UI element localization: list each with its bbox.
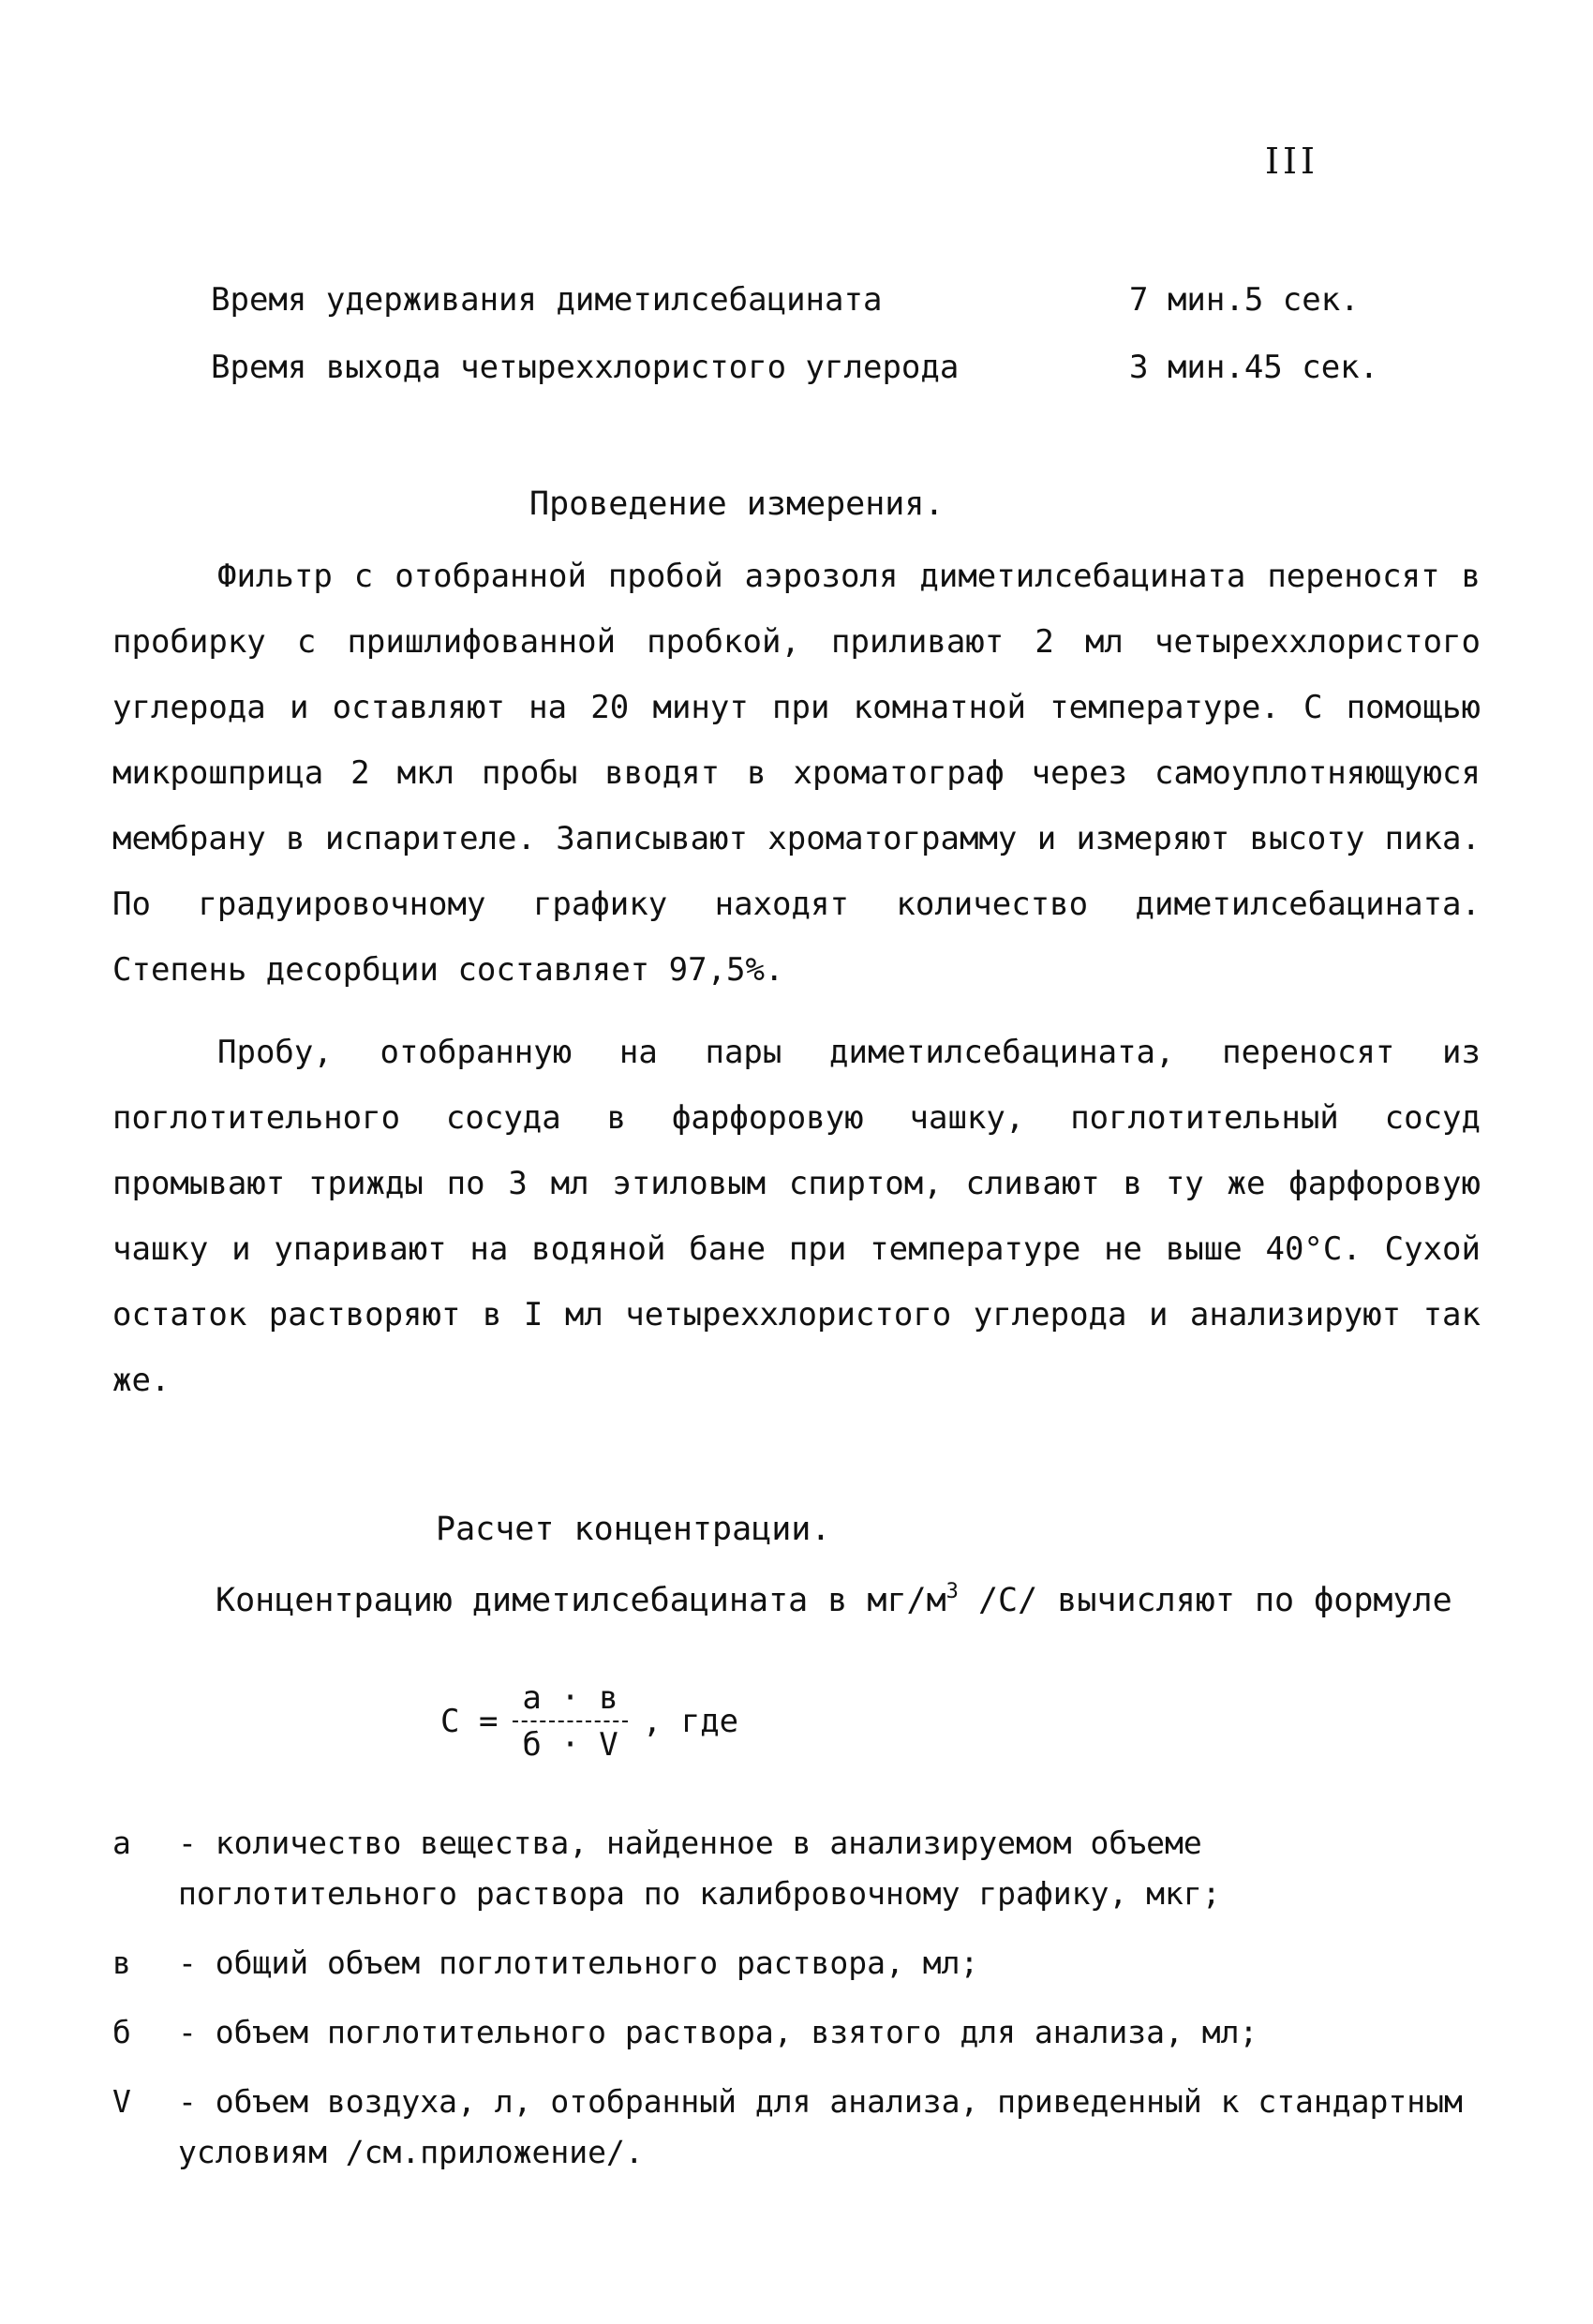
formula-where: , где (642, 1703, 739, 1740)
definition-text: - объем поглотительного раствора, взятого для анализа, мл; (178, 2014, 1258, 2050)
param-label: Время удерживания диметилсебацината (211, 281, 883, 319)
param-value: 3 мин.45 сек. (1129, 349, 1379, 386)
definition-symbol: б (112, 2014, 131, 2050)
formula-denominator: б · V (522, 1726, 618, 1764)
definition-symbol: а (112, 1825, 131, 1861)
definition-symbol: V (112, 2083, 131, 2120)
calc-intro-text: Концентрацию диметилсебацината в мг/м (216, 1582, 946, 1619)
definition-item (112, 2007, 1499, 2058)
definition-text: - общий объем поглотительного раствора, мл; (178, 1944, 979, 1981)
unit-exponent: 3 (945, 1580, 959, 1603)
definition-item (112, 1938, 1499, 1989)
paragraph-vapor-procedure: Пробу, отобранную на пары диметилсебацината, переносят из поглотительного сосуда в фарфоровую чашку, поглотительный сосуд промывают трижды по 3 мл этиловым спиртом, сливают в ту же фарфоровую чашку и упаривают на водяной бане при температуре не выше 40°С. Сухой остаток растворяют в I мл четыреххлористого углерода и анализируют так же. (112, 1034, 1481, 1399)
definition-text: - объем воздуха, л, отобранный для анализа, приведенный к стандартным условиям /см.приложение/. (178, 2083, 1463, 2170)
paragraph-procedure: Фильтр с отобранной пробой аэрозоля диметилсебацината переносят в пробирку с пришлифованной пробкой, приливают 2 мл четыреххлористого углерода и оставляют на 20 минут при комнатной температуре. С помощью микрошприца 2 мкл пробы вводят в хроматограф через самоуплотняющуюся мембрану в испарителе. Записывают хроматограмму и измеряют высоту пика. По градуировочному графику находят количество диметилсебацината. Степень десорбции составляет 97,5%. (112, 558, 1481, 989)
param-value: 7 мин.5 сек. (1129, 281, 1360, 319)
param-row (211, 349, 1429, 386)
definition-text: - количество вещества, найденное в анализируемом объеме поглотительного раствора по калибровочному графику, мкг; (178, 1825, 1221, 1912)
section-heading-measurement: Проведение измерения. (529, 485, 945, 523)
param-label: Время выхода четыреххлористого углерода (211, 349, 960, 386)
section-heading-calculation: Расчет концентрации. (436, 1511, 831, 1548)
definition-item (112, 2077, 1499, 2178)
calc-intro-tail: /С/ вычисляют по формуле (958, 1582, 1452, 1619)
formula-lhs: С = (440, 1703, 499, 1740)
formula-fraction (513, 1679, 627, 1764)
calc-intro (216, 1582, 1452, 1619)
variable-definitions (112, 1818, 1499, 2197)
page-number: III (1265, 141, 1319, 182)
formula-numerator: а · в (513, 1679, 627, 1722)
param-row (211, 281, 1429, 319)
definition-symbol: в (112, 1944, 131, 1981)
concentration-formula (440, 1679, 738, 1764)
definition-item (112, 1818, 1499, 1919)
